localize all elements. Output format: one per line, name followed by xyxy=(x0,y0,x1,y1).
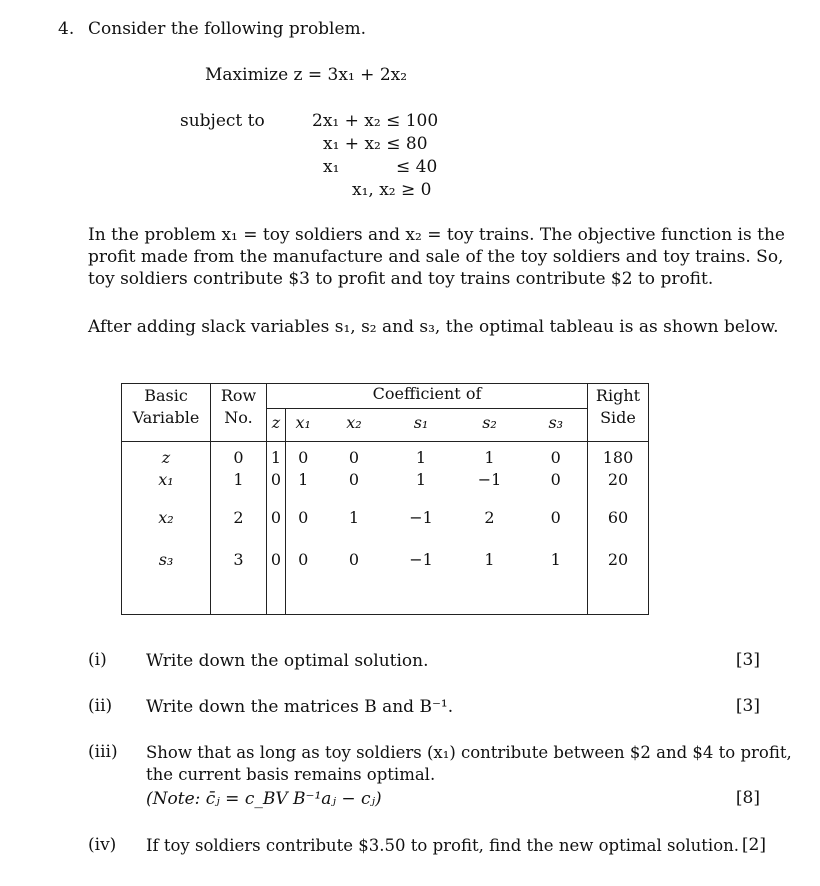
coef-cell: 0 xyxy=(286,540,321,615)
optimal-tableau xyxy=(121,383,649,615)
rhs-cell: 20 xyxy=(588,540,649,615)
coef-cell: 1 xyxy=(484,448,495,467)
part-marks: [3] xyxy=(735,696,760,716)
part-marks: [8] xyxy=(735,788,760,808)
coef-cell: −1 xyxy=(477,470,502,489)
subject-to-label: subject to xyxy=(180,111,265,131)
part-marks: [3] xyxy=(735,650,760,670)
part-label: (iv) xyxy=(88,835,117,855)
coef-cell: 0 xyxy=(550,448,561,467)
part-marks: [2] xyxy=(741,835,766,855)
header-coefficient-of: Coefficient of xyxy=(267,384,588,409)
table-row xyxy=(122,442,649,471)
problem-description: In the problem x₁ = toy soldiers and x₂ = toy trains. The objective function is the profit made from the manufacture and sale of the toy soldiers and toy trains. So, toy soldiers contribute $3 to profit and toy trains contribute $2 to profit. xyxy=(88,225,785,289)
objective-function: Maximize z = 3x₁ + 2x₂ xyxy=(205,65,408,85)
header-col-s3: s₃ xyxy=(525,409,588,442)
rhs-cell: 60 xyxy=(588,494,649,540)
coef-cell: 0 xyxy=(267,494,286,540)
part-note: (Note: c̄ⱼ = c_BV B⁻¹aⱼ − cⱼ) xyxy=(146,789,382,809)
constraint-3-rhs: ≤ 40 xyxy=(396,157,438,177)
part-text: If toy soldiers contribute $3.50 to profit, find the new optimal solution. xyxy=(146,836,740,855)
part-label: (iii) xyxy=(88,742,118,762)
coef-cell: 0 xyxy=(348,470,360,489)
table-row xyxy=(122,470,649,494)
coef-cell: 0 xyxy=(267,470,286,494)
coef-cell: 1 xyxy=(286,470,321,494)
coef-cell: 1 xyxy=(525,540,588,615)
coef-cell: −1 xyxy=(409,507,433,527)
coef-cell: 0 xyxy=(348,448,360,467)
constraint-3-lhs: x₁ xyxy=(323,157,340,177)
row-number-cell: 0 xyxy=(211,442,267,471)
part-label: (ii) xyxy=(88,696,113,716)
coef-cell: 0 xyxy=(321,540,388,615)
row-number-cell: 1 xyxy=(211,470,267,494)
coef-cell: 1 xyxy=(415,470,427,489)
coef-cell: 1 xyxy=(267,442,286,471)
part-text: Write down the optimal solution. xyxy=(146,651,429,671)
coef-cell: 0 xyxy=(286,494,321,540)
basic-variable-cell: z xyxy=(122,442,211,471)
header-col-z: z xyxy=(267,409,286,442)
rhs-cell: 180 xyxy=(588,442,649,471)
header-col-s2: s₂ xyxy=(455,409,525,442)
nonnegativity-constraint: x₁, x₂ ≥ 0 xyxy=(352,180,432,200)
header-basic-variable: Basic Variable xyxy=(122,384,211,442)
row-number-cell: 2 xyxy=(211,494,267,540)
rhs-cell: 20 xyxy=(588,470,649,494)
coef-cell: 1 xyxy=(348,507,360,527)
part-label: (i) xyxy=(88,650,107,670)
table-row xyxy=(122,494,649,540)
part-text: Show that as long as toy soldiers (x₁) contribute between $2 and $4 to profit, the current basis remains optimal. xyxy=(146,743,792,784)
coef-cell: 0 xyxy=(550,470,561,489)
coef-cell: −1 xyxy=(388,540,455,615)
coef-cell: 0 xyxy=(267,540,286,615)
header-right-side: Right Side xyxy=(588,384,649,442)
question-intro: Consider the following problem. xyxy=(88,19,367,39)
table-row xyxy=(122,540,649,615)
question-number: 4. xyxy=(58,19,75,39)
coef-cell: 0 xyxy=(286,442,321,471)
header-col-s1: s₁ xyxy=(388,409,455,442)
part-text: Write down the matrices B and B⁻¹. xyxy=(146,697,454,717)
tableau-intro: After adding slack variables s₁, s₂ and s₃, the optimal tableau is as shown below. xyxy=(88,317,779,337)
constraint-2: x₁ + x₂ ≤ 80 xyxy=(323,134,428,154)
coef-cell: 0 xyxy=(550,507,561,527)
coef-cell: 1 xyxy=(415,448,427,467)
coef-cell: 2 xyxy=(484,507,495,527)
header-col-x2: x₂ xyxy=(321,409,388,442)
header-row-no: Row No. xyxy=(211,384,267,442)
coef-cell: 1 xyxy=(455,540,525,615)
header-col-x1: x₁ xyxy=(286,409,321,442)
constraint-1: 2x₁ + x₂ ≤ 100 xyxy=(312,111,439,131)
basic-variable-cell: s₃ xyxy=(122,540,211,615)
row-number-cell: 3 xyxy=(211,540,267,615)
basic-variable-cell: x₁ xyxy=(122,470,211,494)
basic-variable-cell: x₂ xyxy=(122,494,211,540)
